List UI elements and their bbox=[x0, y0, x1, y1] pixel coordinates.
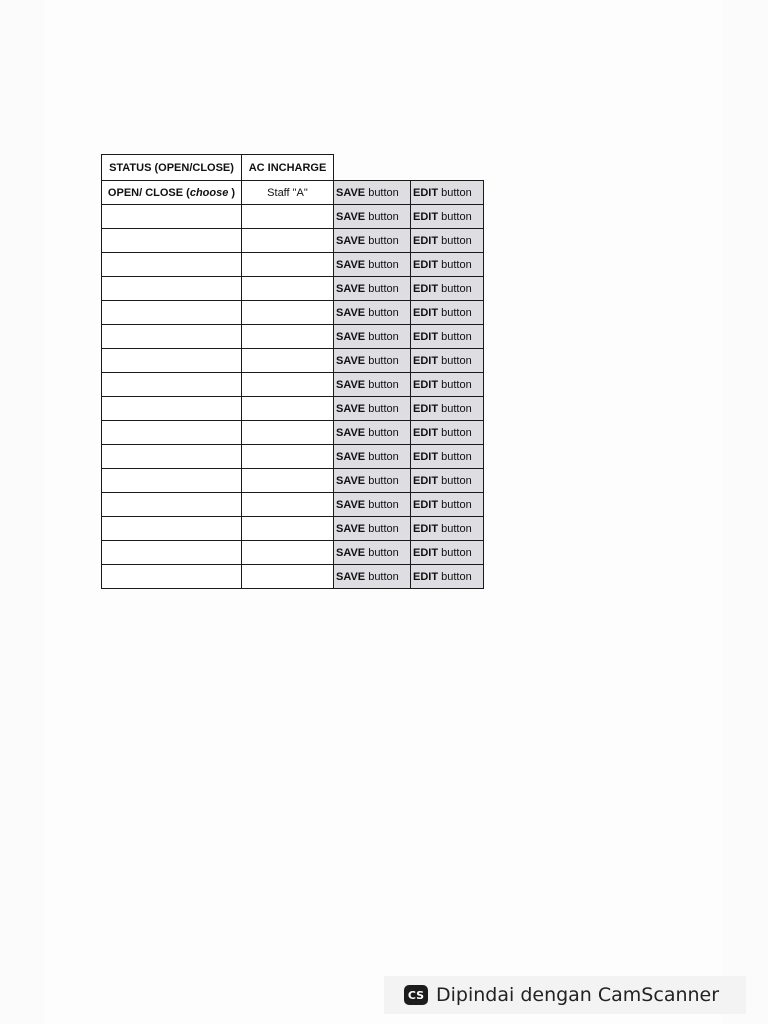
table-row bbox=[102, 301, 484, 325]
edit-button-label: button bbox=[438, 186, 472, 199]
status-cell bbox=[102, 469, 242, 493]
edit-button-label-bold: EDIT bbox=[413, 474, 439, 487]
save-button[interactable] bbox=[334, 349, 411, 373]
save-button-label-bold: SAVE bbox=[336, 210, 366, 223]
table-row bbox=[102, 229, 484, 253]
edit-button[interactable] bbox=[411, 229, 484, 253]
edit-button-label: button bbox=[438, 210, 472, 223]
table-row bbox=[102, 517, 484, 541]
edit-button-label: button bbox=[438, 426, 472, 439]
edit-button-label-bold: EDIT bbox=[413, 258, 439, 271]
status-cell bbox=[102, 421, 242, 445]
edit-button[interactable] bbox=[411, 565, 484, 589]
edit-button-label: button bbox=[438, 234, 472, 247]
incharge-cell bbox=[242, 373, 334, 397]
edit-button-label: button bbox=[438, 474, 472, 487]
save-button-label-bold: SAVE bbox=[336, 474, 366, 487]
edit-button-label-bold: EDIT bbox=[413, 354, 439, 367]
ac-status-table bbox=[101, 154, 484, 589]
incharge-cell bbox=[242, 229, 334, 253]
incharge-cell bbox=[242, 397, 334, 421]
incharge-cell bbox=[242, 445, 334, 469]
status-text-end: ) bbox=[228, 186, 236, 199]
save-button-label: button bbox=[365, 258, 399, 271]
edit-button-label-bold: EDIT bbox=[413, 498, 439, 511]
table-row bbox=[102, 565, 484, 589]
save-button[interactable] bbox=[334, 301, 411, 325]
save-button[interactable] bbox=[334, 181, 411, 205]
incharge-cell bbox=[242, 541, 334, 565]
edit-button-label: button bbox=[438, 354, 472, 367]
save-button-label: button bbox=[365, 330, 399, 343]
edit-button-label: button bbox=[438, 378, 472, 391]
table-row bbox=[102, 397, 484, 421]
table-row bbox=[102, 181, 484, 205]
save-button[interactable] bbox=[334, 277, 411, 301]
table-row bbox=[102, 277, 484, 301]
incharge-cell bbox=[242, 421, 334, 445]
incharge-cell bbox=[242, 205, 334, 229]
status-cell bbox=[102, 229, 242, 253]
save-button-label-bold: SAVE bbox=[336, 186, 366, 199]
save-button[interactable] bbox=[334, 421, 411, 445]
save-button-label: button bbox=[365, 186, 399, 199]
camscanner-watermark bbox=[384, 976, 746, 1014]
save-button[interactable] bbox=[334, 541, 411, 565]
edit-button-label: button bbox=[438, 522, 472, 535]
status-cell bbox=[102, 397, 242, 421]
edit-button[interactable] bbox=[411, 349, 484, 373]
save-button-label-bold: SAVE bbox=[336, 546, 366, 559]
edit-button[interactable] bbox=[411, 301, 484, 325]
table-row bbox=[102, 469, 484, 493]
incharge-cell bbox=[242, 565, 334, 589]
edit-button[interactable] bbox=[411, 325, 484, 349]
edit-button-label-bold: EDIT bbox=[413, 210, 439, 223]
save-button-label-bold: SAVE bbox=[336, 234, 366, 247]
table-row bbox=[102, 493, 484, 517]
edit-button-label: button bbox=[438, 306, 472, 319]
edit-button-label: button bbox=[438, 282, 472, 295]
save-button-label: button bbox=[365, 426, 399, 439]
save-button[interactable] bbox=[334, 397, 411, 421]
edit-button[interactable] bbox=[411, 445, 484, 469]
edit-button-label-bold: EDIT bbox=[413, 522, 439, 535]
edit-button-label: button bbox=[438, 330, 472, 343]
save-button[interactable] bbox=[334, 373, 411, 397]
edit-button-label-bold: EDIT bbox=[413, 426, 439, 439]
incharge-cell bbox=[242, 325, 334, 349]
edit-button-label: button bbox=[438, 450, 472, 463]
edit-button[interactable] bbox=[411, 277, 484, 301]
table-row bbox=[102, 541, 484, 565]
edit-button-label: button bbox=[438, 570, 472, 583]
incharge-cell bbox=[242, 301, 334, 325]
save-button-label: button bbox=[365, 234, 399, 247]
ac-status-table-sheet bbox=[101, 154, 484, 589]
table-row bbox=[102, 325, 484, 349]
save-button[interactable] bbox=[334, 565, 411, 589]
save-button[interactable] bbox=[334, 517, 411, 541]
edit-button[interactable] bbox=[411, 181, 484, 205]
status-text: OPEN/ CLOSE ( bbox=[107, 186, 190, 199]
save-button-label-bold: SAVE bbox=[336, 282, 366, 295]
save-button-label: button bbox=[365, 354, 399, 367]
camscanner-text: Dipindai dengan CamScanner bbox=[436, 984, 720, 1006]
status-cell bbox=[102, 349, 242, 373]
table-row bbox=[102, 205, 484, 229]
edit-button-label: button bbox=[438, 546, 472, 559]
status-cell bbox=[102, 301, 242, 325]
save-button-label: button bbox=[365, 570, 399, 583]
save-button-label-bold: SAVE bbox=[336, 522, 366, 535]
table-row bbox=[102, 253, 484, 277]
save-button-label-bold: SAVE bbox=[336, 330, 366, 343]
edit-button-label-bold: EDIT bbox=[413, 234, 439, 247]
incharge-cell bbox=[242, 253, 334, 277]
save-button-label-bold: SAVE bbox=[336, 570, 366, 583]
status-cell bbox=[102, 445, 242, 469]
status-cell bbox=[102, 205, 242, 229]
incharge-column-header: AC INCHARGE bbox=[242, 155, 334, 181]
edit-button[interactable] bbox=[411, 517, 484, 541]
edit-button[interactable] bbox=[411, 493, 484, 517]
save-button-label-bold: SAVE bbox=[336, 378, 366, 391]
incharge-cell bbox=[242, 469, 334, 493]
edit-button-label-bold: EDIT bbox=[413, 306, 439, 319]
save-button-label: button bbox=[365, 402, 399, 415]
save-button-label-bold: SAVE bbox=[336, 498, 366, 511]
table-row bbox=[102, 349, 484, 373]
save-button-label-bold: SAVE bbox=[336, 402, 366, 415]
save-button-label: button bbox=[365, 498, 399, 511]
incharge-text: Staff "A" bbox=[267, 186, 308, 199]
save-button-label: button bbox=[365, 378, 399, 391]
edit-button[interactable] bbox=[411, 205, 484, 229]
table-row bbox=[102, 445, 484, 469]
incharge-cell bbox=[242, 277, 334, 301]
save-button[interactable] bbox=[334, 469, 411, 493]
save-button[interactable] bbox=[334, 205, 411, 229]
edit-button-label-bold: EDIT bbox=[413, 546, 439, 559]
edit-button-label: button bbox=[438, 498, 472, 511]
edit-button-label-bold: EDIT bbox=[413, 330, 439, 343]
status-cell bbox=[102, 541, 242, 565]
status-choose-text: choose bbox=[189, 186, 229, 199]
save-button-label: button bbox=[365, 282, 399, 295]
table-header-row bbox=[102, 155, 484, 181]
status-cell bbox=[102, 493, 242, 517]
status-cell bbox=[102, 253, 242, 277]
save-button[interactable] bbox=[334, 229, 411, 253]
edit-button-label-bold: EDIT bbox=[413, 186, 439, 199]
save-button-label-bold: SAVE bbox=[336, 450, 366, 463]
edit-button-label-bold: EDIT bbox=[413, 450, 439, 463]
edit-button-label: button bbox=[438, 258, 472, 271]
save-button[interactable] bbox=[334, 325, 411, 349]
incharge-cell bbox=[242, 349, 334, 373]
save-button-label: button bbox=[365, 450, 399, 463]
save-button-label: button bbox=[365, 210, 399, 223]
status-cell bbox=[102, 325, 242, 349]
edit-button[interactable] bbox=[411, 421, 484, 445]
save-button-label-bold: SAVE bbox=[336, 306, 366, 319]
save-button[interactable] bbox=[334, 253, 411, 277]
edit-button-label-bold: EDIT bbox=[413, 282, 439, 295]
edit-button[interactable] bbox=[411, 469, 484, 493]
save-button-label: button bbox=[365, 546, 399, 559]
incharge-cell bbox=[242, 493, 334, 517]
incharge-cell bbox=[242, 181, 334, 205]
edit-button[interactable] bbox=[411, 253, 484, 277]
save-button-label-bold: SAVE bbox=[336, 426, 366, 439]
edit-button-label: button bbox=[438, 402, 472, 415]
save-button-label: button bbox=[365, 522, 399, 535]
edit-button-label-bold: EDIT bbox=[413, 570, 439, 583]
status-cell bbox=[102, 517, 242, 541]
header-spacer bbox=[411, 155, 484, 181]
edit-button[interactable] bbox=[411, 397, 484, 421]
save-button-label-bold: SAVE bbox=[336, 258, 366, 271]
header-spacer bbox=[334, 155, 411, 181]
edit-button[interactable] bbox=[411, 373, 484, 397]
status-cell bbox=[102, 181, 242, 205]
camscanner-logo-icon: CS bbox=[404, 985, 428, 1005]
table-row bbox=[102, 421, 484, 445]
save-button-label: button bbox=[365, 306, 399, 319]
status-cell bbox=[102, 373, 242, 397]
status-cell bbox=[102, 277, 242, 301]
save-button[interactable] bbox=[334, 445, 411, 469]
incharge-cell bbox=[242, 517, 334, 541]
save-button-label-bold: SAVE bbox=[336, 354, 366, 367]
status-column-header: STATUS (OPEN/CLOSE) bbox=[102, 155, 242, 181]
status-cell bbox=[102, 565, 242, 589]
table-row bbox=[102, 373, 484, 397]
save-button-label: button bbox=[365, 474, 399, 487]
edit-button-label-bold: EDIT bbox=[413, 378, 439, 391]
save-button[interactable] bbox=[334, 493, 411, 517]
edit-button-label-bold: EDIT bbox=[413, 402, 439, 415]
edit-button[interactable] bbox=[411, 541, 484, 565]
